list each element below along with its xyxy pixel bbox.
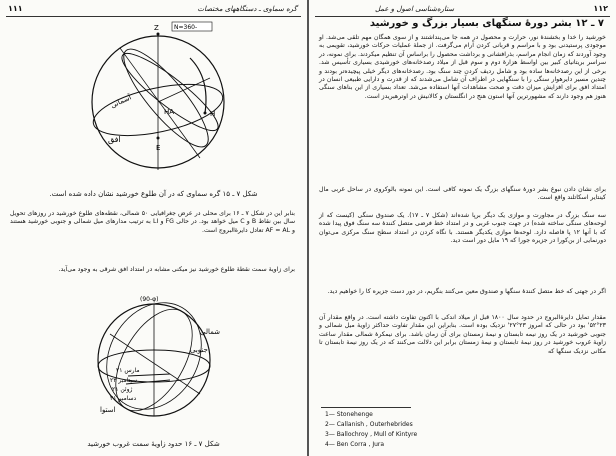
fig2-march-label: ۲۱ مارس: [116, 367, 140, 374]
footnote-4: 4— Ben Corra , Jura: [325, 441, 385, 448]
fig1-horizon-label: افق: [108, 135, 121, 144]
figure-sunset-azimuth-limits: [70, 294, 240, 422]
footnote-rule: [321, 407, 411, 408]
fig1-e-label: E: [156, 144, 161, 152]
fig2-june-label: ۲۱ ژوئن: [112, 386, 133, 393]
right-page: [309, 0, 616, 456]
right-page-number: ۱۱۲: [593, 4, 608, 13]
fig2-equator-label: استوا: [100, 406, 116, 414]
fig2-sept-label: ۲۳ سپتامبر: [110, 377, 138, 384]
left-running-header: [6, 4, 301, 17]
right-paragraph-3: سه سنگ بزرگ در مجاورت و موازی یک دیگر برپا شده‌اند (شکل ۷ ـ ۱۷). یک صندوق سنگی (کیست که از لوحه‌های سنگی ساخته شده) در جهت جنوب غربی و در امتداد خط فرضی متصل کنندهٔ سه سنگ فوق پیدا شده که با آنها ۱۲ پا فاصله دارد. لوحه‌ها موازی یکدیگر هستند. با نگاه کردن در امتداد سطح سنگ مرکزی می‌توان دورنمایی از بن‌کورا در جزیره جورا که ۱۹ مایل دور است دید.: [319, 212, 607, 245]
fig2-top-label: (90-φ): [140, 296, 159, 303]
fig1-ha-label: HA: [164, 108, 175, 116]
left-running-head: گره سماوی ـ دستگاههای مختصات: [197, 5, 297, 13]
fig2-south-label: جنوبی: [190, 346, 208, 354]
figure-celestial-sphere-sunrise: [60, 18, 260, 188]
right-paragraph-2: برای نشان دادن نبوغ بشر دورهٔ سنگهای بزرگ یک نمونه کافی است. این نمونه بالوکروی در ساحل غربی مال کینتایر اسکاتلند واقع است.: [319, 186, 606, 202]
left-page: [0, 0, 307, 456]
right-paragraph-5: مقدار تمایل دایرةالبروج در حدود سال ۱۸۰۰ قبل از میلاد اندکی با اکنون تفاوت داشته است. در واقع مقدار آن ۲۳°۵۲' بود در حالی که امروز ۲۳°۲۷' نزدیک بوده است. بنابراین این مقدار تفاوت حداکثر زاویهٔ میل شمالی و جنوبی خورشید در یک روز نیمه تابستان و نیمهٔ زمستان برای آن زمان باشد. برای نیمکرهٔ شمالی مقدار ساعت زاویهٔ غروب خورشید در روز نیمهٔ تابستان و نیمهٔ زمستان برابر این دلالت می‌کنند که در یک روز نیمهٔ تابستان تا مکانی نزدیک سنگها که: [319, 314, 606, 355]
right-paragraph-4: اگر در جهتی که خط متصل کنندهٔ سنگها و صندوق معین می‌کنند بنگریم، در دور دست جزیره کا را خواهیم دید.: [327, 288, 606, 295]
left-paragraph-1: بنابر این در شکل ۷ ـ ۱۶ برای محلی در عرض جغرافیایی ۵۰ شمالی، نقطه‌های طلوع خورشید در روزهای تحویل سال بین نقاط B و C میل خواهد بود. در حالی FG و LI به ترتیب مدارهای میل شمالی و جنوبی خورشید هستند و AF = AL تعادل دایرةالبروج است.: [10, 210, 296, 234]
fig2-dec-label: ۲۱ دسامبر: [110, 395, 137, 402]
fig1-n-tag: N=360-: [174, 24, 198, 31]
fig1-ascent-label: آسمانی: [109, 93, 133, 110]
figure-7-15-caption: شکل ۷ ـ ۱۵ گره سماوی که در آن طلوع خورشید نشان داده شده است.: [49, 190, 258, 198]
footnote-2: 2— Callanish , Outerhebrides: [325, 421, 413, 428]
left-page-number: ۱۱۱: [8, 4, 23, 13]
footnote-3: 3— Ballochroy , Mull of Kintyre: [325, 431, 418, 438]
footnote-1: 1— Stonehenge: [325, 411, 373, 418]
fig1-h-label: H: [210, 110, 216, 118]
fig2-north-label: شمالی: [200, 328, 221, 336]
left-paragraph-2: برای زاویهٔ سمت نقطهٔ طلوع خورشید نیز میکنی مشابه در امتداد افق شرقی به وجود می‌آید.: [58, 266, 295, 273]
section-title: ۷ ـ ۱۲ بشر دورهٔ سنگهای بسیار بزرگ و خورشید: [369, 18, 604, 29]
fig1-zenith-label: Z: [154, 24, 159, 32]
right-running-header: [315, 4, 610, 17]
right-running-head: ستاره‌شناسی اصول و عمل: [375, 5, 455, 13]
right-paragraph-1: خورشید را خدا و بخشندهٔ نور، حرارت و محصول در همه جا می‌پنداشتند و از سوی همگان مهم تلقی می‌شد. او موجودی پرستیدنی بود و با مراسم و قربانی کردن آرام می‌گرفت. از جملهٔ عملیات حرکات خورشید، تقویمی به وجود آوردند که زمان انجام مراسم، بذرافشانی و برداشت محصول را براساس آن تنظیم میکردند. برای نمونه، در سراسر بریتانیای کبیر بین اواسط هزارهٔ دوم و سوم قبل از میلاد رصدخانه‌های خورشیدی بسیاری تأسیس شد. برخی از این رصدخانه‌ها ساده بود و شامل ردیف کردن چند سنگ بود. رصدخانه‌های دیگر خیلی پیچیده‌تر بودند و چندین مسیر دایرهوار سنگی را با سنگهایی در اطراف آن شامل می‌شدند که از قدرت و دارایی طبیعی انسان در امتداد افق برای افزایش میزان دقت و صحت مشاهدات آنها استفاده می‌شد. تعداد بسیاری از این بناهای سنگی هنوز هم وجود دارند که مشهورترین آنها استون هنج در انگلستان و کالانیش در اوترهبریدز است.: [319, 34, 606, 100]
figure-7-16-caption: شکل ۷ ـ ۱۶ حدود زاویهٔ سمت غروب خورشید: [87, 440, 220, 448]
